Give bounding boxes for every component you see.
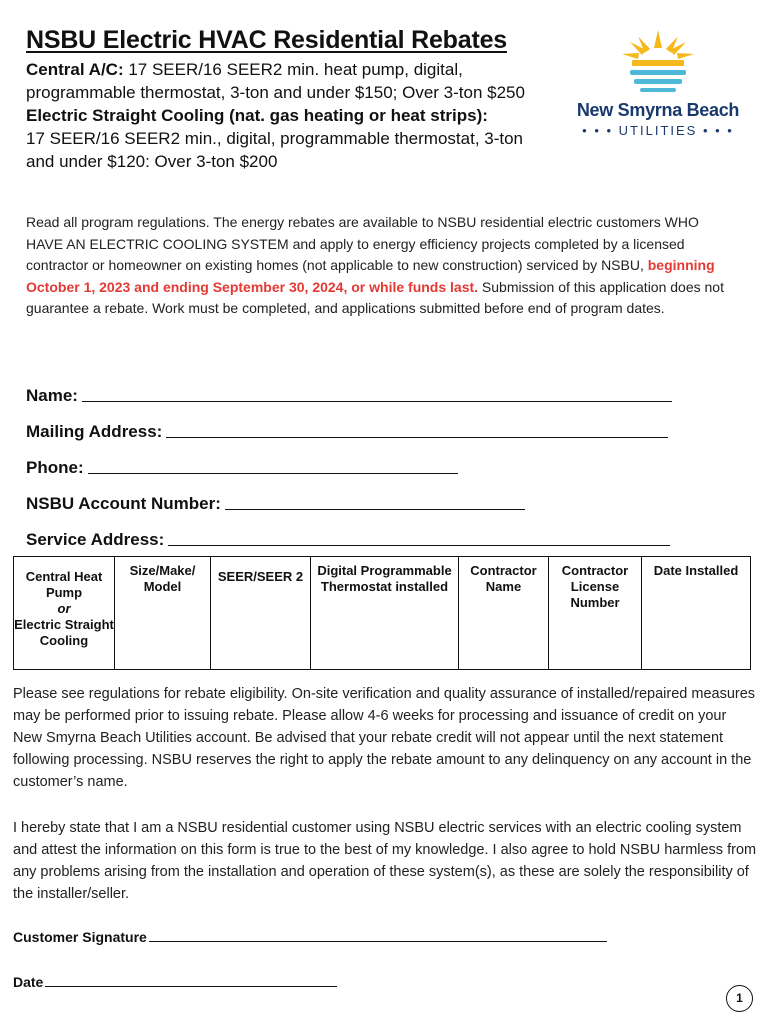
central-ac-text: 17 SEER/16 SEER2 min. heat pump, digital, programmable thermostat, 3-ton and under $150; Over 3-ton $250 (26, 60, 525, 102)
sun-water-icon (576, 28, 740, 100)
customer-info-fields (26, 370, 686, 550)
mailing-address-label: Mailing Address: (26, 422, 163, 441)
program-regulations (26, 212, 736, 320)
account-number-field[interactable] (26, 478, 686, 514)
service-address-line[interactable] (168, 528, 670, 546)
regulations-text-1: Read all program regulations. The energy rebates are available to NSBU residential electric customers WHO HAVE AN ELECTRIC COOLING SYSTEM and apply to energy efficiency projects completed by a licensed contractor or homeowner on existing homes (not applicable to new construction) serviced by NSBU, (26, 214, 699, 273)
col-equipment-type[interactable] (14, 557, 115, 670)
logo-subtitle: • • • UTILITIES • • • (582, 123, 734, 138)
measures-table (13, 556, 751, 670)
name-label: Name: (26, 386, 78, 405)
customer-signature-field[interactable] (13, 928, 607, 945)
date-field[interactable] (13, 973, 337, 990)
or-label: or (57, 601, 71, 616)
account-number-line[interactable] (225, 492, 525, 510)
account-number-label: NSBU Account Number: (26, 494, 221, 513)
straight-cooling-label-line (26, 104, 556, 127)
col-thermostat[interactable]: Digital Programmable Thermostat installed (311, 557, 459, 670)
central-ac-line (26, 58, 556, 104)
customer-signature-line[interactable] (149, 928, 607, 942)
logo-name: New Smyrna Beach (576, 100, 740, 120)
date-line[interactable] (45, 973, 337, 987)
central-ac-label: Central A/C: (26, 60, 124, 79)
col-seer[interactable]: SEER/SEER 2 (211, 557, 311, 670)
phone-label: Phone: (26, 458, 84, 477)
name-line[interactable] (82, 384, 672, 402)
col-date-installed[interactable]: Date Installed (642, 557, 751, 670)
phone-line[interactable] (88, 456, 458, 474)
page-number: 1 (726, 985, 753, 1012)
col-contractor-license[interactable]: Contractor License Number (549, 557, 642, 670)
phone-field[interactable] (26, 442, 686, 478)
col-contractor-name[interactable]: Contractor Name (459, 557, 549, 670)
regulations-text-2: Submission of this application does not guarantee a rebate. Work must be completed, and applications submitted before end of program dates. (26, 278, 724, 316)
date-label: Date (13, 974, 44, 990)
straight-cooling-cell-label: Electric Straight Cooling (14, 617, 114, 648)
rebate-summary (26, 58, 556, 173)
customer-attestation: I hereby state that I am a NSBU residential customer using NSBU electric services with an electric cooling system and attest the information on this form is true to the best of my knowledge. I also agree to hold NSBU harmless from any problems arising from the installation and operation of these system(s), as these are solely the responsibility of the installer/seller. (13, 820, 757, 902)
heat-pump-label: Central Heat Pump (25, 569, 103, 600)
customer-signature-label: Customer Signature (13, 929, 147, 945)
col-size-make-model[interactable]: Size/Make/ Model (115, 557, 211, 670)
service-address-label: Service Address: (26, 530, 165, 549)
program-dates-highlight: beginning October 1, 2023 and ending September 30, 2024, or while funds last. (26, 257, 715, 295)
mailing-address-field[interactable] (26, 406, 686, 442)
mailing-address-line[interactable] (166, 420, 668, 438)
name-field[interactable] (26, 370, 686, 406)
table-row (14, 557, 751, 670)
nsbu-logo (576, 28, 740, 144)
eligibility-notice: Please see regulations for rebate eligibility. On-site verification and quality assurance of installed/repaired measures may be performed prior to issuing rebate. Please allow 4-6 weeks for processing and issuance of credit on your New Smyrna Beach Utilities account. Be advised that your rebate credit will not appear until the next statement following processing. NSBU reserves the right to apply the rebate amount to any delinquency on any account in the customer’s name. (13, 686, 756, 790)
service-address-field[interactable] (26, 514, 686, 550)
straight-cooling-text: 17 SEER/16 SEER2 min., digital, programmable thermostat, 3-ton and under $120: Over 3-ton $200 (26, 129, 524, 171)
page-title: NSBU Electric HVAC Residential Rebates (26, 26, 507, 54)
straight-cooling-label: Electric Straight Cooling (nat. gas heating or heat strips): (26, 106, 488, 125)
